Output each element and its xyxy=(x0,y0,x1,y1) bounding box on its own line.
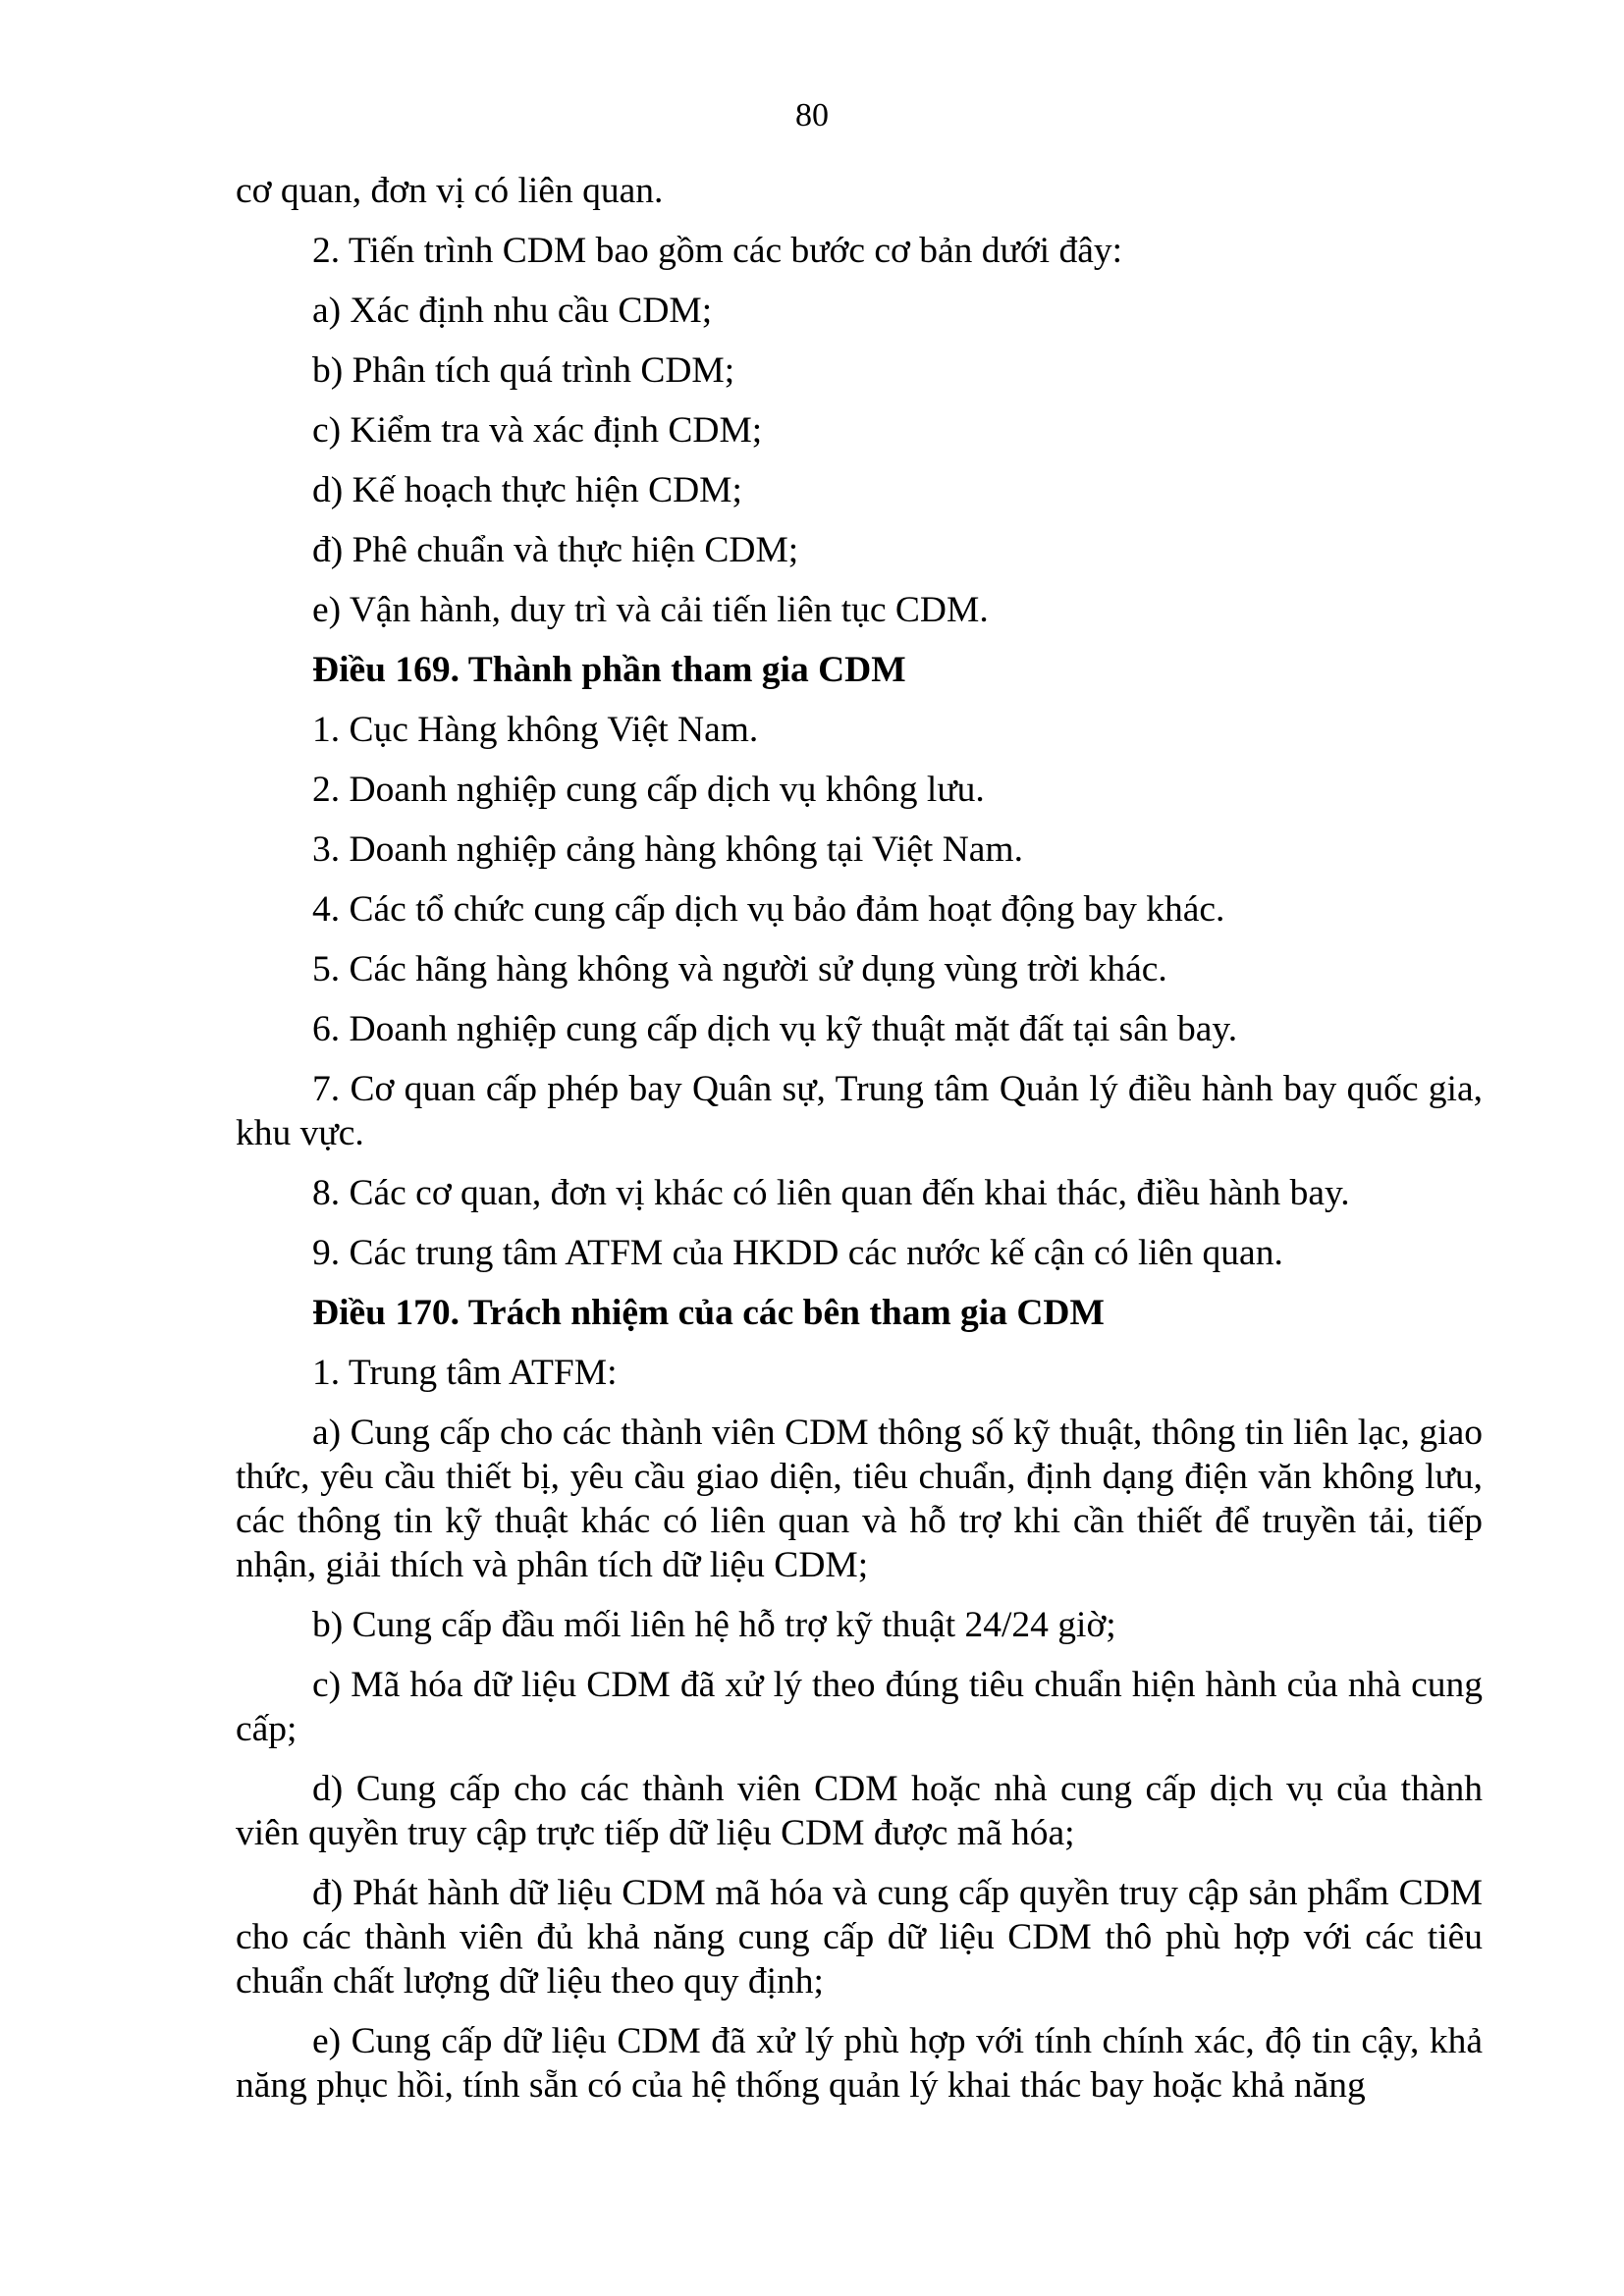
list-item: 1. Trung tâm ATFM: xyxy=(312,1353,618,1393)
list-item: b) Phân tích quá trình CDM; xyxy=(312,350,735,391)
list-item: 9. Các trung tâm ATFM của HKDD các nước kế cận có liên quan. xyxy=(312,1233,1283,1273)
list-item: đ) Phát hành dữ liệu CDM mã hóa và cung cấp quyền truy cập sản phẩm CDM cho các thành viên đủ khả năng cung cấp dữ liệu CDM thô phù hợp với các tiêu chuẩn chất lượng dữ liệu theo quy định; xyxy=(236,1873,1483,2002)
list-item: 4. Các tổ chức cung cấp dịch vụ bảo đảm hoạt động bay khác. xyxy=(312,889,1225,930)
article-heading: Điều 169. Thành phần tham gia CDM xyxy=(312,650,906,690)
list-item: 1. Cục Hàng không Việt Nam. xyxy=(312,710,759,750)
article-heading: Điều 170. Trách nhiệm của các bên tham gia CDM xyxy=(312,1293,1105,1333)
list-item: 8. Các cơ quan, đơn vị khác có liên quan đến khai thác, điều hành bay. xyxy=(312,1173,1350,1213)
list-item: d) Kế hoạch thực hiện CDM; xyxy=(312,470,742,510)
list-item: 2. Doanh nghiệp cung cấp dịch vụ không lưu. xyxy=(312,770,985,810)
list-item: 5. Các hãng hàng không và người sử dụng vùng trời khác. xyxy=(312,949,1167,989)
paragraph: cơ quan, đơn vị có liên quan. xyxy=(236,171,664,211)
list-item: b) Cung cấp đầu mối liên hệ hỗ trợ kỹ thuật 24/24 giờ; xyxy=(312,1605,1116,1645)
list-item: a) Cung cấp cho các thành viên CDM thông số kỹ thuật, thông tin liên lạc, giao thức, yêu cầu thiết bị, yêu cầu giao diện, tiêu chuẩn, định dạng điện văn không lưu, các thông tin kỹ thuật khác có liên quan và hỗ trợ khi cần thiết để truyền tải, tiếp nhận, giải thích và phân tích dữ liệu CDM; xyxy=(236,1413,1483,1585)
document-body xyxy=(236,169,1483,2123)
list-item: 3. Doanh nghiệp cảng hàng không tại Việt Nam. xyxy=(312,829,1023,870)
list-item: 6. Doanh nghiệp cung cấp dịch vụ kỹ thuật mặt đất tại sân bay. xyxy=(312,1009,1238,1049)
list-item: e) Vận hành, duy trì và cải tiến liên tục CDM. xyxy=(312,590,989,630)
list-item: 7. Cơ quan cấp phép bay Quân sự, Trung tâm Quản lý điều hành bay quốc gia, khu vực. xyxy=(236,1069,1483,1153)
paragraph: 2. Tiến trình CDM bao gồm các bước cơ bản dưới đây: xyxy=(312,231,1123,271)
page-number: 80 xyxy=(795,97,829,133)
list-item: a) Xác định nhu cầu CDM; xyxy=(312,291,713,331)
list-item: e) Cung cấp dữ liệu CDM đã xử lý phù hợp với tính chính xác, độ tin cậy, khả năng phục hồi, tính sẵn có của hệ thống quản lý khai thác bay hoặc khả năng xyxy=(236,2021,1483,2106)
list-item: d) Cung cấp cho các thành viên CDM hoặc nhà cung cấp dịch vụ của thành viên quyền truy cập trực tiếp dữ liệu CDM được mã hóa; xyxy=(236,1769,1483,1853)
list-item: c) Kiểm tra và xác định CDM; xyxy=(312,410,763,451)
list-item: đ) Phê chuẩn và thực hiện CDM; xyxy=(312,530,799,570)
list-item: c) Mã hóa dữ liệu CDM đã xử lý theo đúng tiêu chuẩn hiện hành của nhà cung cấp; xyxy=(236,1665,1483,1749)
